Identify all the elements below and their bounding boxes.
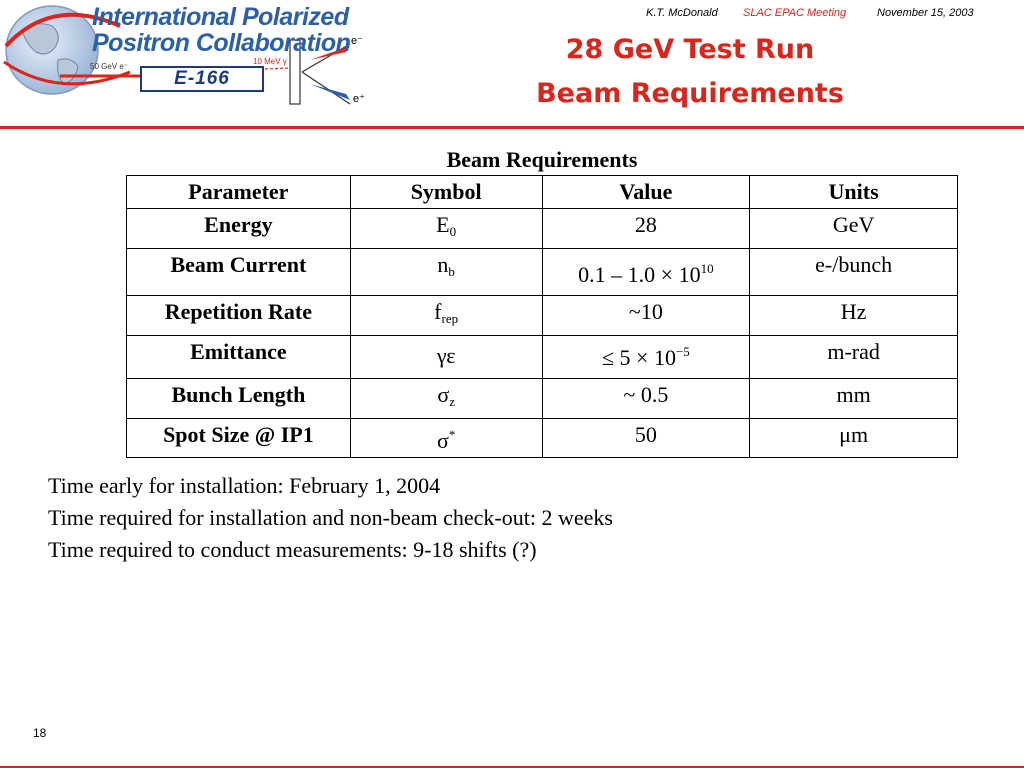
note-line: Time required to conduct measurements: 9-18 shifts (?) — [48, 537, 537, 562]
table-header-row — [127, 176, 958, 209]
symbol-text: γε — [436, 343, 456, 368]
slide-title-line2: Beam Requirements — [536, 78, 844, 109]
param-cell: Beam Current — [127, 249, 351, 296]
logo-title-line2: Positron Collaboration — [92, 29, 351, 57]
note-line: Time early for installation: February 1, 2004 — [48, 473, 441, 498]
symbol-text: σ — [436, 428, 449, 453]
column-header-symbol: Symbol — [350, 176, 542, 209]
beam-requirements-table — [126, 175, 958, 458]
param-cell: Repetition Rate — [127, 296, 351, 336]
schedule-notes — [48, 470, 613, 566]
symbol-text: σ — [437, 382, 450, 407]
photon-label: 10 MeV γ — [253, 57, 287, 66]
symbol-text: E — [436, 212, 450, 237]
header-meeting: SLAC EPAC Meeting — [743, 7, 847, 19]
value-text: ≤ 5 × 10 — [601, 345, 676, 370]
units-cell: μm — [750, 419, 958, 458]
page-number: 18 — [33, 726, 47, 740]
table-row — [127, 296, 958, 336]
symbol-cell — [350, 209, 542, 249]
table-row — [127, 336, 958, 379]
symbol-subscript: b — [448, 264, 455, 279]
value-cell — [542, 249, 750, 296]
units-cell: e-/bunch — [750, 249, 958, 296]
units-cell: m-rad — [750, 336, 958, 379]
column-header-value: Value — [542, 176, 750, 209]
value-text: 0.1 – 1.0 × 10 — [578, 262, 701, 287]
header-date: November 15, 2003 — [877, 7, 974, 19]
collaboration-logo — [0, 0, 400, 118]
symbol-text: n — [437, 252, 449, 277]
units-cell: Hz — [750, 296, 958, 336]
symbol-cell — [350, 249, 542, 296]
beam-label: 50 GeV e⁻ — [90, 62, 129, 71]
param-cell: Bunch Length — [127, 379, 351, 419]
symbol-cell — [350, 336, 542, 379]
column-header-units: Units — [750, 176, 958, 209]
value-cell — [542, 336, 750, 379]
symbol-superscript: * — [448, 427, 456, 442]
logo-title-line1: International Polarized — [92, 3, 349, 31]
table-caption: Beam Requirements — [446, 147, 638, 172]
param-cell: Energy — [127, 209, 351, 249]
column-header-parameter: Parameter — [127, 176, 351, 209]
symbol-cell — [350, 296, 542, 336]
param-cell: Emittance — [127, 336, 351, 379]
table-row — [127, 419, 958, 458]
value-cell: 50 — [542, 419, 750, 458]
param-cell: Spot Size @ IP1 — [127, 419, 351, 458]
table-row — [127, 379, 958, 419]
experiment-badge: E-166 — [140, 66, 264, 92]
slide-title-line1: 28 GeV Test Run — [565, 34, 815, 65]
symbol-subscript: 0 — [449, 224, 457, 239]
value-cell: 28 — [542, 209, 750, 249]
header-divider — [0, 126, 1024, 129]
value-superscript: 10 — [700, 261, 714, 276]
header-author: K.T. McDonald — [646, 7, 718, 19]
value-superscript: −5 — [675, 344, 690, 359]
units-cell: mm — [750, 379, 958, 419]
note-line: Time required for installation and non-beam check-out: 2 weeks — [48, 505, 613, 530]
symbol-subscript: z — [449, 394, 455, 409]
table-row — [127, 249, 958, 296]
symbol-subscript: rep — [441, 311, 459, 326]
table-row — [127, 209, 958, 249]
positron-label: e⁺ — [353, 93, 365, 105]
symbol-cell — [350, 379, 542, 419]
value-cell: ~10 — [542, 296, 750, 336]
electron-label: e⁻ — [351, 35, 363, 47]
symbol-text: f — [434, 299, 442, 324]
units-cell: GeV — [750, 209, 958, 249]
value-cell: ~ 0.5 — [542, 379, 750, 419]
symbol-cell — [350, 419, 542, 458]
logo-title — [92, 4, 350, 56]
